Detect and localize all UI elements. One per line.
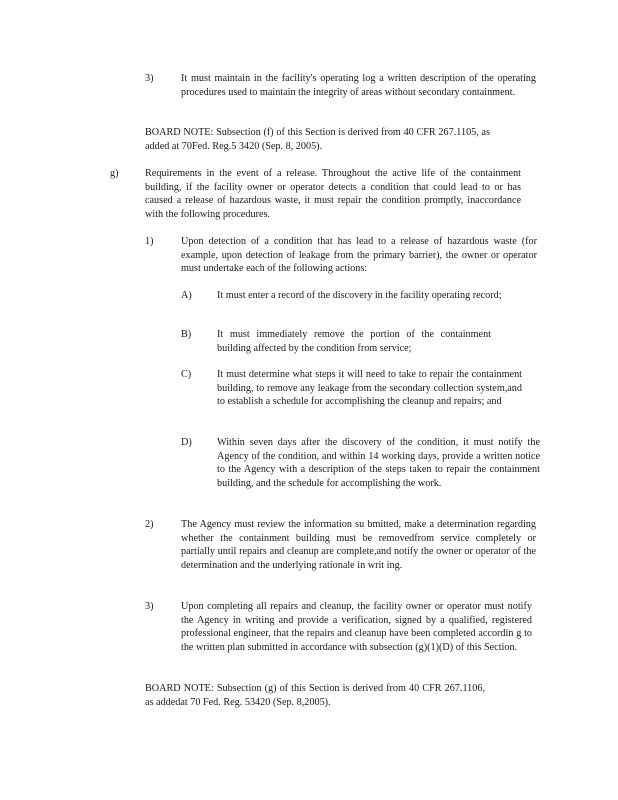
subitem-a-marker: A) bbox=[181, 290, 192, 301]
item-2-marker: 2) bbox=[145, 519, 154, 530]
subitem-a-text: It must enter a record of the discovery in the facility operating record; bbox=[217, 290, 502, 301]
subitem-b-marker: B) bbox=[181, 329, 192, 340]
subitem-d-text: Within seven days after the discovery of the condition, it must notify the Agency of the condition, and within 14 working days, provide a written notice to the Agency with a description of the steps taken to repair the containment building, and the schedule for accomplishing the work. bbox=[217, 437, 540, 489]
section-g-text: Requirements in the event of a release. Throughout the active life of the containment building, if the facility owner or operator detects a condition that could lead to or has caused a release of hazardous waste, it must repair the condition promptly, inaccordance with the following procedures. bbox=[145, 168, 521, 220]
subitem-c-marker: C) bbox=[181, 369, 192, 380]
board-note-g: BOARD NOTE: Subsection (g) of this Section is derived from 40 CFR 267.1106, as addedat 70 Fed. Reg. 53420 (Sep. 8,2005). bbox=[145, 683, 485, 708]
board-note-f: BOARD NOTE: Subsection (f) of this Section is derived from 40 CFR 267.1105, as added at 70Fed. Reg.5 3420 (Sep. 8, 2005). bbox=[145, 127, 490, 152]
subitem-b-text: It must immediately remove the portion of the containment building affected by the condition from service; bbox=[217, 329, 491, 354]
item-3-marker: 3) bbox=[145, 601, 154, 612]
subitem-c-text: It must determine what steps it will need to take to repair the containment building, to remove any leakage from the secondary collection system,and to establish a schedule for accomplishing the cleanup and repairs; and bbox=[217, 369, 522, 408]
item-2-text: The Agency must review the information su bmitted, make a determination regarding whether the containment building must be removedfrom service completely or partially until repairs and cleanup are complete,and notify the owner or operator of the determination and the underlying rationale in writ ing. bbox=[181, 519, 536, 571]
item-1-marker: 1) bbox=[145, 236, 154, 247]
item-3-text: Upon completing all repairs and cleanup, the facility owner or operator must notify the Agency in writing and provide a verification, signed by a qualified, registered professional engineer, that the repairs and cleanup have been completed accordin g to the written plan submitted in accordance with subsection (g)(1)(D) of this Section. bbox=[181, 601, 532, 653]
subitem-d-marker: D) bbox=[181, 437, 192, 448]
item-3-top-marker: 3) bbox=[145, 73, 154, 84]
section-g-marker: g) bbox=[110, 168, 119, 179]
item-1-text: Upon detection of a condition that has lead to a release of hazardous waste (for example, upon detection of leakage from the primary barrier), the owner or operator must undertake each of the following actions: bbox=[181, 236, 537, 275]
item-3-top-text: It must maintain in the facility's operating log a written description of the operating procedures used to maintain the integrity of areas without secondary containment. bbox=[181, 73, 536, 98]
